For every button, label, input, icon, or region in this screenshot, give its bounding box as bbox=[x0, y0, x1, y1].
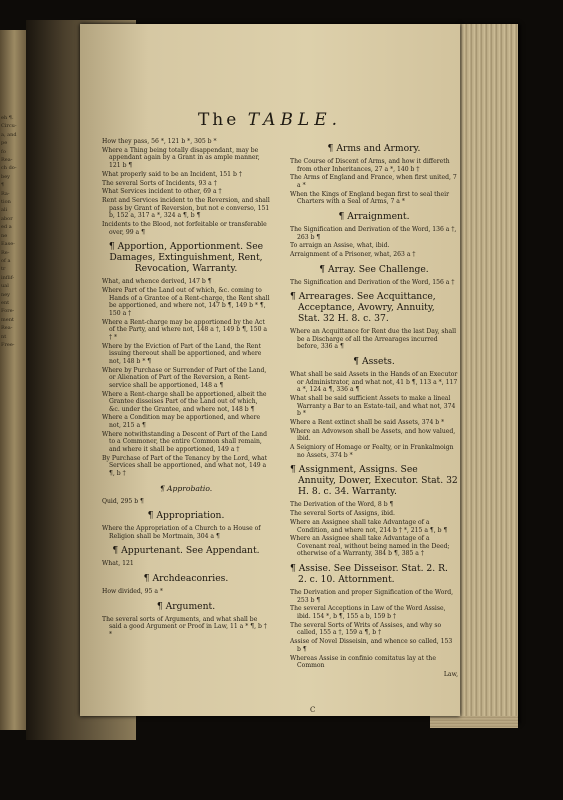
left-page-fragment: bey bbox=[1, 173, 10, 180]
index-entry: How they pass, 56 *, 121 b *, 305 b * bbox=[102, 138, 217, 145]
index-heading: ¶ Appurtenant. See Appendant. bbox=[112, 545, 260, 557]
left-page-fragment: Ra- bbox=[1, 190, 10, 197]
left-page-fragment: of a bbox=[1, 257, 11, 264]
left-page-fragment: ment bbox=[1, 316, 14, 323]
index-entry: What, 121 bbox=[102, 560, 134, 568]
left-page-fragment: ali bbox=[1, 207, 8, 214]
left-page-fragment: Re- bbox=[1, 249, 10, 256]
index-entry: What shall be said sufficient Assets to make a lineal Warranty a Bar to an Estate-tail, and what not, 374 b * bbox=[290, 395, 456, 418]
index-entry: The Derivation of the Word, 8 b ¶ bbox=[290, 501, 394, 509]
index-entry: Where a Rent extinct shall be said Assets, 374 b * bbox=[290, 419, 445, 426]
index-heading: ¶ Archdeaconries. bbox=[143, 572, 229, 584]
index-entry: What Services incident to other, 69 a † bbox=[102, 188, 222, 196]
index-entry: When the Kings of England began first to seal their Charters with a Seal of Arms, 7 a * bbox=[290, 190, 449, 206]
index-heading: ¶ Assets. bbox=[353, 356, 395, 368]
index-entry: Quid, 295 b ¶ bbox=[102, 497, 144, 505]
index-entry: A Seigniory of Homage or Fealty, or in Frankalmoign no Assets, 374 b * bbox=[290, 444, 454, 459]
left-page-fragment: Circu- bbox=[1, 123, 17, 130]
index-entry: What shall be said Assets in the Hands of an Executor or Administrator, and what not, 41 b ¶, 113 a *, 117 a *, 124 a ¶, 336 a ¶ bbox=[290, 371, 458, 394]
index-entry: Where an Advowson shall be Assets, and how valued, ibid. bbox=[290, 427, 456, 443]
left-page-fragment: inflif- bbox=[1, 274, 15, 281]
index-entry: Law, bbox=[443, 670, 458, 678]
index-heading: ¶ Assise. See Disseisor. Stat. 2. R. 2. c. 10. Attornment. bbox=[290, 563, 448, 586]
left-page-fragment: a, and bbox=[1, 131, 17, 138]
page-edges-lower bbox=[430, 716, 518, 728]
left-page-text-fragments bbox=[0, 30, 26, 349]
left-page-fragment: ent bbox=[1, 299, 10, 306]
index-heading: ¶ Apportion, Apportionment. See Damages, Extinguishment, Rent, Revocation, Warranty. bbox=[108, 241, 264, 275]
left-page-fragment: Free- bbox=[1, 341, 15, 348]
book-page bbox=[80, 24, 460, 716]
left-page-fragment: pe bbox=[1, 140, 8, 147]
index-entry: Where by the Eviction of Part of the Land, the Rent issuing thereout shall be apportioned, and where not, 148 b * ¶ bbox=[102, 342, 262, 365]
right-column bbox=[290, 138, 458, 680]
index-heading: ¶ Appropriation. bbox=[147, 510, 225, 522]
index-heading: ¶ Approbatio. bbox=[159, 483, 213, 493]
index-entry: Arraignment of a Prisoner, what, 263 a † bbox=[290, 251, 416, 259]
index-heading: ¶ Assignment, Assigns. See Annuity, Dower, Executor. Stat. 32 H. 8. c. 34. Warranty. bbox=[290, 464, 458, 498]
left-page-fragment: Rea- bbox=[1, 157, 13, 164]
index-entry: The Derivation and proper Signification of the Word, 253 b ¶ bbox=[290, 589, 454, 604]
index-entry: What, and whence derived, 147 b ¶ bbox=[102, 278, 212, 286]
index-entry: Whereas Assise in confinio comitatus lay at the Common bbox=[290, 654, 436, 670]
index-entry: Where an Assignee shall take Advantage of a Condition, and where not, 214 b † *, 215 a ¶, b ¶ bbox=[290, 518, 448, 534]
index-entry: The Signification and Derivation of the Word, 156 a † bbox=[290, 278, 455, 286]
index-heading: ¶ Array. See Challenge. bbox=[319, 263, 429, 275]
left-page-edge bbox=[0, 30, 26, 730]
left-page-fragment: nt bbox=[1, 333, 7, 340]
left-page-fragment: ¶ bbox=[1, 182, 5, 189]
title-prefix: The bbox=[197, 110, 240, 130]
left-page-fragment: tion bbox=[1, 199, 11, 206]
index-entry: Where a Rent-charge shall be apportioned, albeit the Grantee disseises Part of the Land out of which, &c. under the Grantee, and where not, 148 b ¶ bbox=[102, 390, 267, 413]
index-entry: The Signification and Derivation of the Word, 136 a †, 263 b ¶ bbox=[290, 225, 457, 241]
left-page-fragment: Fore- bbox=[1, 308, 15, 315]
index-entry: Where an Acquittance for Rent due the last Day, shall be a Discharge of all the Arrearages incurred before, 336 a ¶ bbox=[290, 328, 457, 351]
index-heading: ¶ Arms and Armory. bbox=[327, 143, 421, 154]
index-entry: Where the Appropriation of a Church to a House of Religion shall be Mortmain, 304 a ¶ bbox=[102, 525, 261, 540]
index-entry: Assise of Novel Disseisin, and whence so called, 153 b ¶ bbox=[290, 638, 453, 653]
page-edges bbox=[458, 24, 518, 724]
index-entry: Incidents to the Blood, not forfeitable or transferable over, 99 a ¶ bbox=[102, 221, 267, 236]
index-heading: ¶ Arrearages. See Acquittance, Acceptance, Avowry, Annuity, Stat. 32 H. 8. c. 37. bbox=[290, 291, 436, 325]
left-page-fragment: ed a bbox=[1, 224, 12, 231]
index-entry: The Arms of England and France, when first united, 7 a * bbox=[290, 174, 457, 189]
left-page-fragment: ney bbox=[1, 291, 11, 298]
index-entry: The several Acceptions in Law of the Word Assise, ibid. 154 *, b ¶, 155 a b, 159 b † bbox=[290, 605, 446, 621]
left-page-fragment: Ease- bbox=[1, 241, 15, 248]
index-entry: The several Sorts of Incidents, 93 a † bbox=[102, 179, 217, 187]
index-entry: Where a Condition may be apportioned, and where not, 215 a ¶ bbox=[102, 414, 261, 430]
index-entry: Where Part of the Land out of which, &c. coming to Hands of a Grantee of a Rent-charge, the Rent shall be apportioned, and where not, 147 b ¶, 149 b * ¶, 150 a † bbox=[102, 287, 270, 317]
index-heading: ¶ Arraignment. bbox=[338, 210, 410, 222]
index-entry: To arraign an Assise, what, ibid. bbox=[290, 242, 390, 250]
left-page-fragment: fo bbox=[1, 148, 6, 155]
left-page-fragment: ual bbox=[1, 283, 9, 290]
index-entry: How divided, 95 a * bbox=[102, 587, 163, 595]
index-entry: The several Sorts of Assigns, ibid. bbox=[290, 510, 395, 518]
index-entry: Where a Rent-charge may be apportioned by the Act of the Party, and where not, 148 a †, 149 b ¶, 150 a † * bbox=[102, 318, 268, 341]
index-entry: The several Sorts of Writs of Assises, and why so called, 155 a †, 159 a ¶, b † bbox=[290, 621, 442, 637]
index-entry: Where notwithstanding a Descent of Part of the Land to a Commoner, the entire Common shall remain, and where it shall be apportioned, 149 a † bbox=[102, 430, 267, 454]
left-column bbox=[102, 138, 270, 640]
left-page-fragment: tr bbox=[1, 266, 6, 273]
index-entry: The several sorts of Arguments, and what shall be said a good Argument or Proof in Law, 11 a * ¶, b † * bbox=[102, 615, 267, 638]
left-page-fragment: eh ¶. bbox=[1, 115, 14, 121]
index-entry: Where an Assignee shall take Advantage of a Covenant real, without being named in the Deed; otherwise of a Warranty, 384 b ¶, 385 a † bbox=[290, 535, 450, 558]
page-title bbox=[80, 110, 460, 130]
index-entry: Rent and Services incident to the Reversion, and shall pass by Grant of Reversion, but not e converso, 151 b, 152 a, 317 a *, 324 a ¶, b ¶ bbox=[102, 197, 270, 220]
left-page-fragment: Rea- bbox=[1, 325, 13, 332]
left-page-fragment: ch do- bbox=[1, 165, 17, 172]
left-page-fragment: abor bbox=[1, 215, 13, 222]
index-entry: What properly said to be an Incident, 151 b † bbox=[102, 170, 242, 178]
index-heading: ¶ Argument. bbox=[156, 600, 216, 612]
index-entry: Where by Purchase or Surrender of Part of the Land, or Alienation of Part of the Reversion, a Rent-service shall be apportioned, 148 a ¶ bbox=[102, 366, 267, 389]
left-page-fragment: ne bbox=[1, 232, 8, 239]
index-entry: Where a Thing being totally disappendant, may be appendant again by a Grant in as ample manner, 121 b ¶ bbox=[102, 146, 260, 169]
index-entry: By Purchase of Part of the Tenancy by the Lord, what Services shall be apportioned, and what not, 149 a ¶, b † bbox=[102, 454, 268, 477]
title-italic: TABLE. bbox=[247, 110, 343, 130]
index-entry: The Course of Discent of Arms, and how it differeth from other Inheritances, 27 a *, 140 b † bbox=[290, 158, 450, 173]
signature-mark: C bbox=[310, 706, 316, 714]
